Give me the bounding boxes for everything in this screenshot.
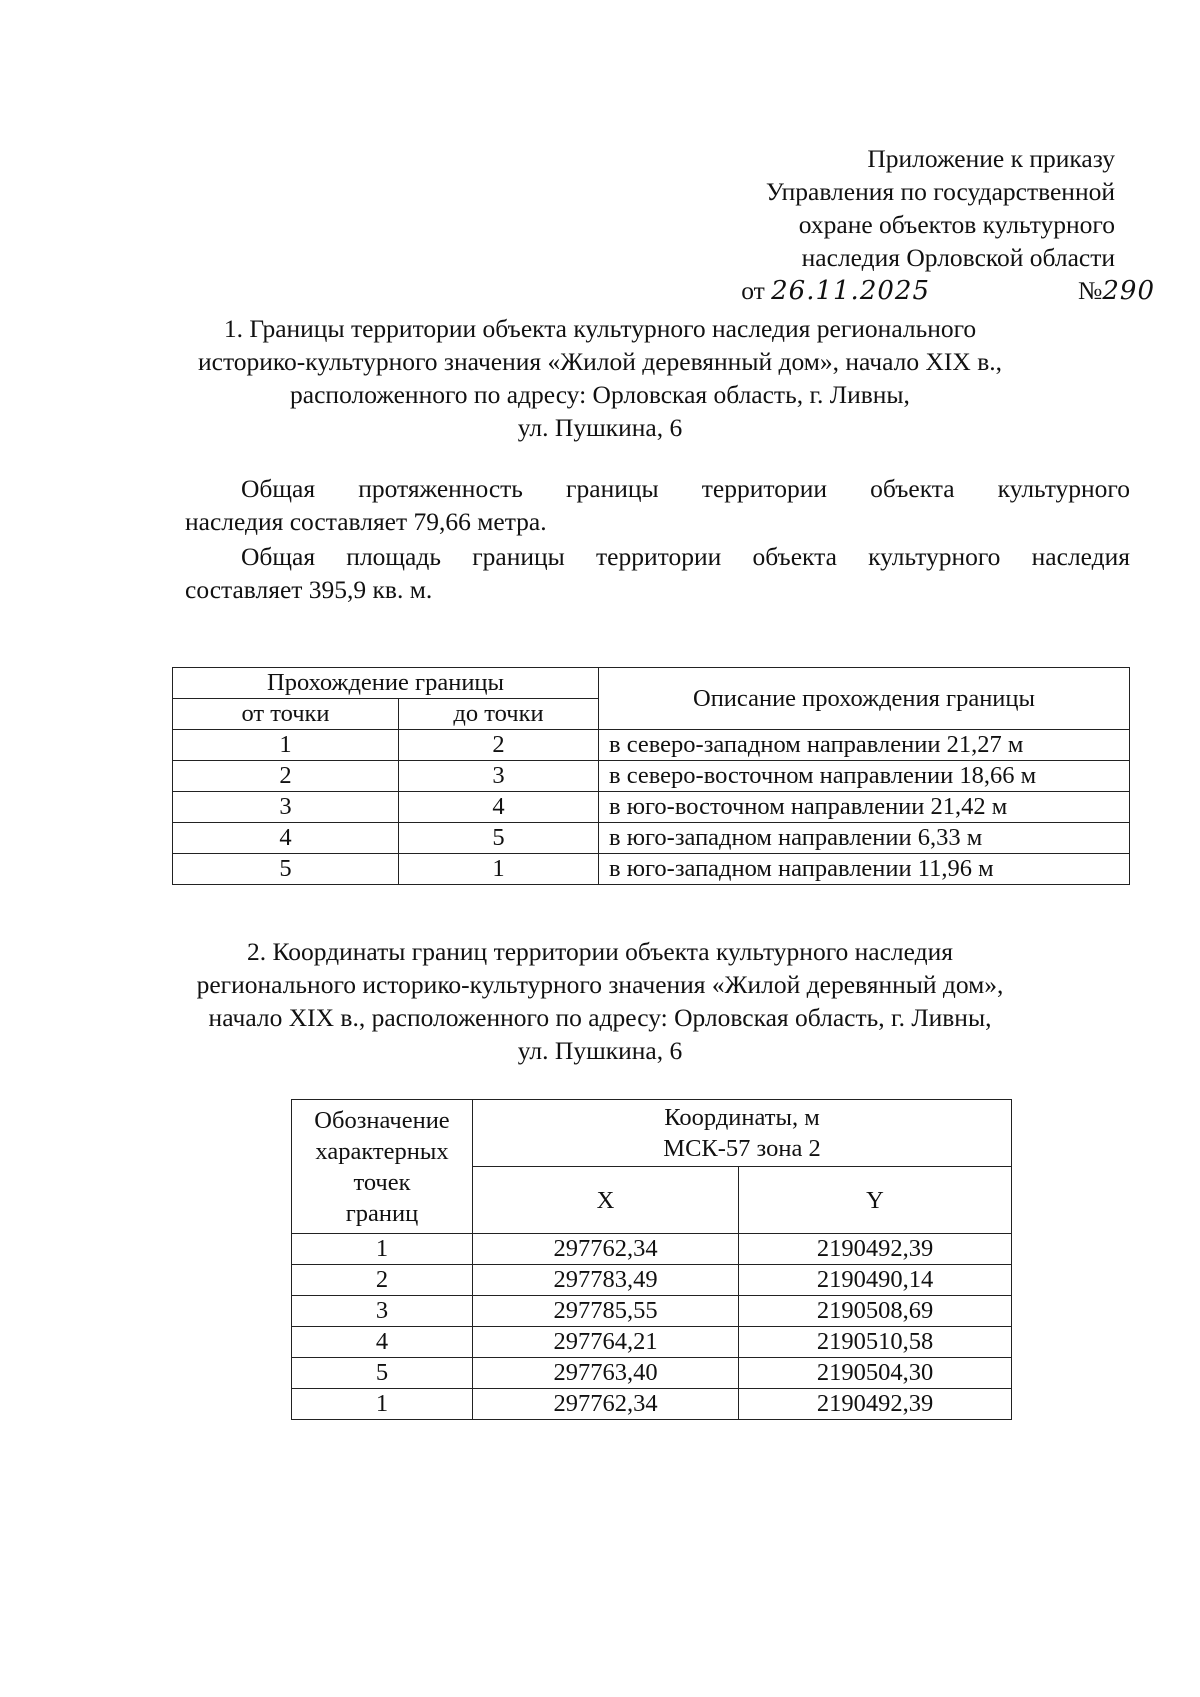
paragraph-line: наследия составляет 79,66 метра. [185, 507, 547, 536]
x-cell: 297762,34 [473, 1389, 739, 1420]
table-row [173, 854, 1130, 885]
y-cell: 2190504,30 [739, 1358, 1012, 1389]
point-designation-header [292, 1100, 473, 1234]
description-cell: в юго-восточном направлении 21,42 м [599, 792, 1130, 823]
table-row [292, 1358, 1012, 1389]
order-date-number-line [555, 274, 1155, 307]
header-line: границ [345, 1199, 419, 1227]
table-row [292, 1265, 1012, 1296]
paragraph-line: составляет 395,9 кв. м. [185, 575, 433, 604]
x-cell: 297763,40 [473, 1358, 739, 1389]
title-line: 2. Координаты границ территории объекта культурного наследия [247, 937, 953, 966]
handwritten-date: 26.11.2025 [771, 276, 930, 306]
x-column-header: X [473, 1167, 739, 1234]
from-cell: 2 [173, 761, 399, 792]
title-line: 1. Границы территории объекта культурного наследия регионального [223, 314, 977, 343]
paragraph-line: Общая площадь границы территории объекта культурного наследия [241, 542, 1130, 571]
title-line: историко-культурного значения «Жилой деревянный дом», начало XIX в., [197, 347, 1002, 376]
section1-title [150, 312, 1050, 444]
y-cell: 2190490,14 [739, 1265, 1012, 1296]
total-area-paragraph [185, 540, 1130, 606]
title-line: ул. Пушкина, 6 [517, 413, 683, 442]
table-row [173, 761, 1130, 792]
x-cell: 297785,55 [473, 1296, 739, 1327]
header-line: наследия Орловской области [801, 243, 1115, 272]
y-cell: 2190510,58 [739, 1327, 1012, 1358]
from-cell: 4 [173, 823, 399, 854]
description-cell: в юго-западном направлении 11,96 м [599, 854, 1130, 885]
from-cell: 5 [173, 854, 399, 885]
header-line: МСК-57 зона 2 [663, 1135, 821, 1162]
point-cell: 2 [292, 1265, 473, 1296]
paragraph-line: Общая протяженность границы территории объекта культурного [241, 474, 1130, 503]
to-cell: 2 [399, 730, 599, 761]
x-cell: 297762,34 [473, 1234, 739, 1265]
description-cell: в северо-западном направлении 21,27 м [599, 730, 1130, 761]
point-cell: 1 [292, 1389, 473, 1420]
point-cell: 5 [292, 1358, 473, 1389]
y-cell: 2190492,39 [739, 1389, 1012, 1420]
table-row [292, 1389, 1012, 1420]
order-appendix-header [555, 142, 1155, 307]
title-line: регионального историко-культурного значения «Жилой деревянный дом», [196, 970, 1004, 999]
handwritten-number: 290 [1102, 276, 1155, 306]
y-cell: 2190492,39 [739, 1234, 1012, 1265]
description-cell: в северо-восточном направлении 18,66 м [599, 761, 1130, 792]
table-row [292, 1296, 1012, 1327]
y-cell: 2190508,69 [739, 1296, 1012, 1327]
coordinates-table [291, 1099, 1012, 1420]
description-cell: в юго-западном направлении 6,33 м [599, 823, 1130, 854]
section2-title [150, 935, 1050, 1067]
to-cell: 5 [399, 823, 599, 854]
header-line: точек [353, 1168, 411, 1196]
to-cell: 3 [399, 761, 599, 792]
from-point-header: от точки [173, 699, 399, 730]
y-column-header: Y [739, 1167, 1012, 1234]
boundary-passage-table [172, 667, 1130, 885]
from-cell: 3 [173, 792, 399, 823]
header-line: охране объектов культурного [798, 210, 1115, 239]
date-prefix: от [741, 276, 765, 305]
title-line: начало XIX в., расположенного по адресу: Орловская область, г. Ливны, [208, 1003, 992, 1032]
number-prefix: № [1078, 276, 1103, 305]
header-line: Координаты, м [664, 1104, 820, 1131]
header-line: Приложение к приказу [867, 144, 1115, 173]
boundary-passage-header: Прохождение границы [173, 668, 599, 699]
point-cell: 1 [292, 1234, 473, 1265]
table-row [292, 1327, 1012, 1358]
title-line: расположенного по адресу: Орловская область, г. Ливны, [290, 380, 910, 409]
to-cell: 4 [399, 792, 599, 823]
from-cell: 1 [173, 730, 399, 761]
to-point-header: до точки [399, 699, 599, 730]
description-header: Описание прохождения границы [599, 668, 1130, 730]
table-row [292, 1234, 1012, 1265]
to-cell: 1 [399, 854, 599, 885]
x-cell: 297783,49 [473, 1265, 739, 1296]
header-line: Обозначение [314, 1106, 450, 1134]
point-cell: 3 [292, 1296, 473, 1327]
total-length-paragraph [185, 472, 1130, 538]
header-line: Управления по государственной [765, 177, 1115, 206]
coordinates-header [473, 1100, 1012, 1167]
header-line: характерных [315, 1137, 449, 1165]
table-row [173, 792, 1130, 823]
table-row [173, 730, 1130, 761]
x-cell: 297764,21 [473, 1327, 739, 1358]
table-row [173, 823, 1130, 854]
point-cell: 4 [292, 1327, 473, 1358]
title-line: ул. Пушкина, 6 [517, 1036, 683, 1065]
